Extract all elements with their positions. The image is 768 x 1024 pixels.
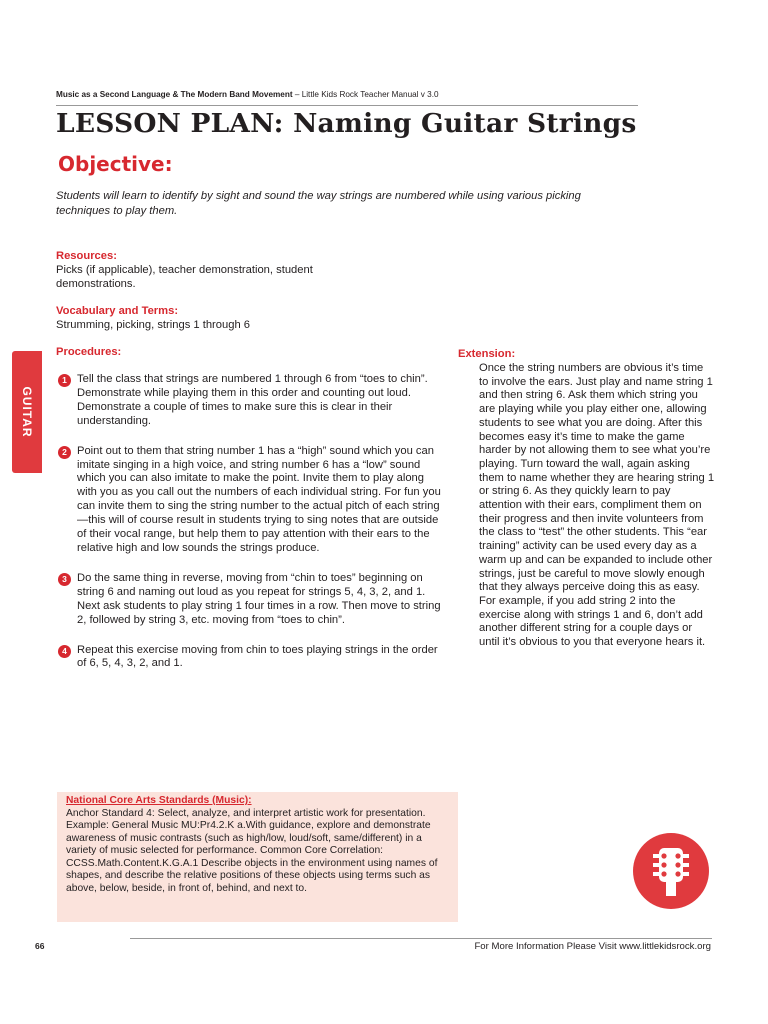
- standards-heading: National Core Arts Standards (Music):: [66, 795, 252, 806]
- running-header: [56, 90, 439, 99]
- objective-text: Students will learn to identify by sight and sound the way strings are numbered while using various picking techniques to play them.: [56, 190, 581, 217]
- header-manual: Little Kids Rock Teacher Manual v 3.0: [301, 90, 439, 99]
- procedure-step: [58, 445, 446, 556]
- extension-text: Once the string numbers are obvious it’s time to involve the ears. Just play and name string 1 and then string 6. Ask them which string you are playing while you play either one, allowing students to see what you are doing. After this becomes easy it’s time to make the game harder by not allowing them to see what you’re playing. Turn toward the wall, again asking them to name whether they are hearing string 1 or string 6. As they quickly learn to pay attention with their ears, compliment them on their progress and then invite volunteers from the class to “test” the other students. This “ear training” activity can be used every day as a warm up and can be expanded to include other strings, just be careful to move slowly enough that they always perceive doing this as easy. For example, if you add string 2 into the exercise along with strings 1 and 6, don’t add another different string for a couple days or until it’s obvious to you that everyone hears it.: [479, 362, 715, 649]
- procedure-step: [58, 644, 446, 672]
- procedures-label: Procedures:: [56, 346, 122, 358]
- objective-heading: Objective:: [58, 152, 173, 176]
- step-number-badge: 4: [58, 645, 71, 658]
- resources-text: Picks (if applicable), teacher demonstration, student demonstrations.: [56, 264, 313, 290]
- resources-label: Resources:: [56, 250, 117, 262]
- footer-divider: [130, 938, 712, 939]
- procedures-list: [58, 373, 446, 687]
- guitar-headstock-logo-icon: [633, 833, 709, 909]
- step-text: Tell the class that strings are numbered 1 through 6 from “toes to chin”. Demonstrate while playing them in this order and counting out loud. Demonstrate a couple of times to make sure this is clear in their understanding.: [77, 373, 428, 427]
- vocabulary-text: Strumming, picking, strings 1 through 6: [56, 319, 251, 331]
- guitar-headstock-icon: [633, 833, 709, 909]
- procedure-step: [58, 572, 446, 628]
- standards-text: Anchor Standard 4: Select, analyze, and interpret artistic work for presentation. Example: General Music MU:Pr4.2.K a.With guidance, explore and demonstrate awareness of music contrasts (such as high/low, loud/soft, same/different) in a variety of music selected for performance. Common Core Correlation: CCSS.Math.Content.K.G.A.1 Describe objects in the environment using names of shapes, and describe the relative positions of these objects using terms such as above, below, beside, in front of, behind, and next to.: [66, 807, 438, 895]
- step-text: Point out to them that string number 1 has a “high” sound which you can imitate singing in a high voice, and string number 6 has a “low” sound which you can also imitate to make the point. Invite them to play along with you as you call out the numbers of each individual string. For fun you can invite them to sing the string number to the actual pitch of each string—this will of course result in students trying to sing notes that are outside of their vocal range, but help them to pay attention with their ears to the relative high and low sounds the strings produce.: [77, 444, 441, 554]
- extension-label: Extension:: [458, 348, 516, 360]
- step-number-badge: 1: [58, 374, 71, 387]
- step-number-badge: 2: [58, 446, 71, 459]
- header-separator: –: [292, 90, 302, 99]
- step-text: Repeat this exercise moving from chin to toes playing strings in the order of 6, 5, 4, 3, 2, and 1.: [77, 643, 438, 670]
- page-number: 66: [35, 941, 45, 951]
- header-series: Music as a Second Language & The Modern Band Movement: [56, 90, 293, 99]
- standards-box: [57, 792, 458, 922]
- footer-website-text: For More Information Please Visit www.littlekidsrock.org: [474, 941, 711, 952]
- header-divider: [56, 105, 638, 106]
- step-text: Do the same thing in reverse, moving from “chin to toes” beginning on string 6 and naming out loud as you repeat for strings 5, 4, 3, 2, and 1. Next ask students to play string 1 four times in a row. Then move to string 2, followed by string 3, etc. moving from “toes to chin”.: [77, 571, 441, 626]
- procedure-step: [58, 373, 446, 429]
- page-title: LESSON PLAN: Naming Guitar Strings: [56, 108, 637, 139]
- guitar-tab-label: GUITAR: [20, 386, 34, 438]
- step-number-badge: 3: [58, 573, 71, 586]
- vocabulary-label: Vocabulary and Terms:: [56, 305, 179, 317]
